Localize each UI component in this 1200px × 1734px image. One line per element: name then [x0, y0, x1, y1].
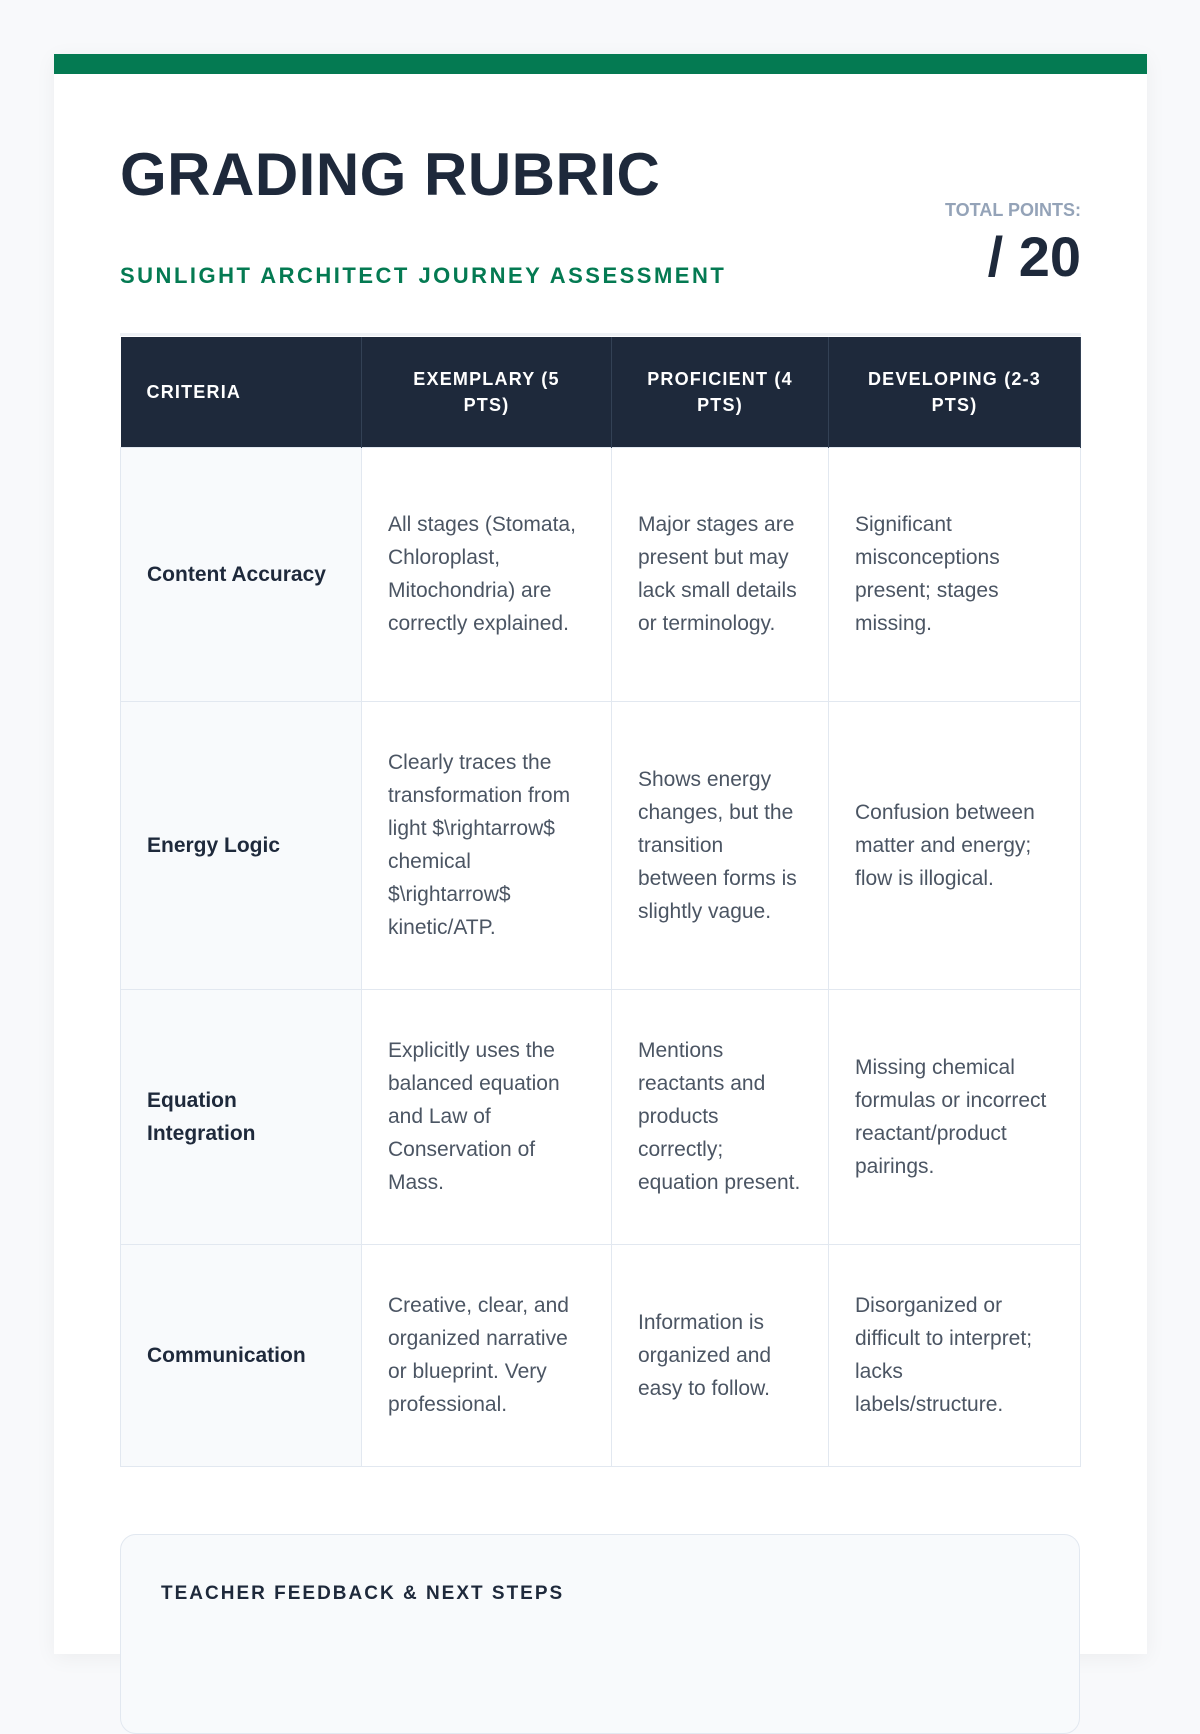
- proficient-cell: Information is organized and easy to follow.: [612, 1244, 829, 1466]
- developing-cell: Disorganized or difficult to interpret; lacks labels/structure.: [829, 1244, 1081, 1466]
- exemplary-cell: All stages (Stomata, Chloroplast, Mitochondria) are correctly explained.: [362, 447, 612, 701]
- column-header: EXEMPLARY (5 PTS): [362, 337, 612, 447]
- proficient-cell: Major stages are present but may lack small details or terminology.: [612, 447, 829, 701]
- rubric-card: [54, 54, 1147, 1654]
- proficient-cell: Mentions reactants and products correctly; equation present.: [612, 989, 829, 1244]
- developing-cell: Missing chemical formulas or incorrect reactant/product pairings.: [829, 989, 1081, 1244]
- page-subtitle: SUNLIGHT ARCHITECT JOURNEY ASSESSMENT: [120, 263, 727, 288]
- criteria-cell: Equation Integration: [121, 989, 362, 1244]
- exemplary-cell: Explicitly uses the balanced equation and Law of Conservation of Mass.: [362, 989, 612, 1244]
- total-points-label: TOTAL POINTS:: [944, 200, 1081, 220]
- table-row: [121, 701, 1081, 989]
- column-header: PROFICIENT (4 PTS): [612, 337, 829, 447]
- rubric-table: [120, 337, 1081, 1467]
- table-header-row: [121, 337, 1081, 447]
- column-header: CRITERIA: [121, 337, 362, 447]
- criteria-cell: Communication: [121, 1244, 362, 1466]
- feedback-box: [120, 1534, 1080, 1734]
- developing-cell: Significant misconceptions present; stages missing.: [829, 447, 1081, 701]
- criteria-cell: Content Accuracy: [121, 447, 362, 701]
- table-row: [121, 447, 1081, 701]
- table-row: [121, 1244, 1081, 1466]
- criteria-cell: Energy Logic: [121, 701, 362, 989]
- total-points-value: / 20: [987, 225, 1081, 288]
- column-header: DEVELOPING (2-3 PTS): [829, 337, 1081, 447]
- page-title: GRADING RUBRIC: [120, 141, 661, 208]
- accent-bar: [54, 54, 1147, 74]
- rubric-header: [120, 140, 1081, 336]
- table-row: [121, 989, 1081, 1244]
- proficient-cell: Shows energy changes, but the transition between forms is slightly vague.: [612, 701, 829, 989]
- exemplary-cell: Creative, clear, and organized narrative or blueprint. Very professional.: [362, 1244, 612, 1466]
- feedback-title: TEACHER FEEDBACK & NEXT STEPS: [161, 1583, 565, 1604]
- exemplary-cell: Clearly traces the transformation from light $\rightarrow$ chemical $\rightarrow$ kinetic/ATP.: [362, 701, 612, 989]
- developing-cell: Confusion between matter and energy; flow is illogical.: [829, 701, 1081, 989]
